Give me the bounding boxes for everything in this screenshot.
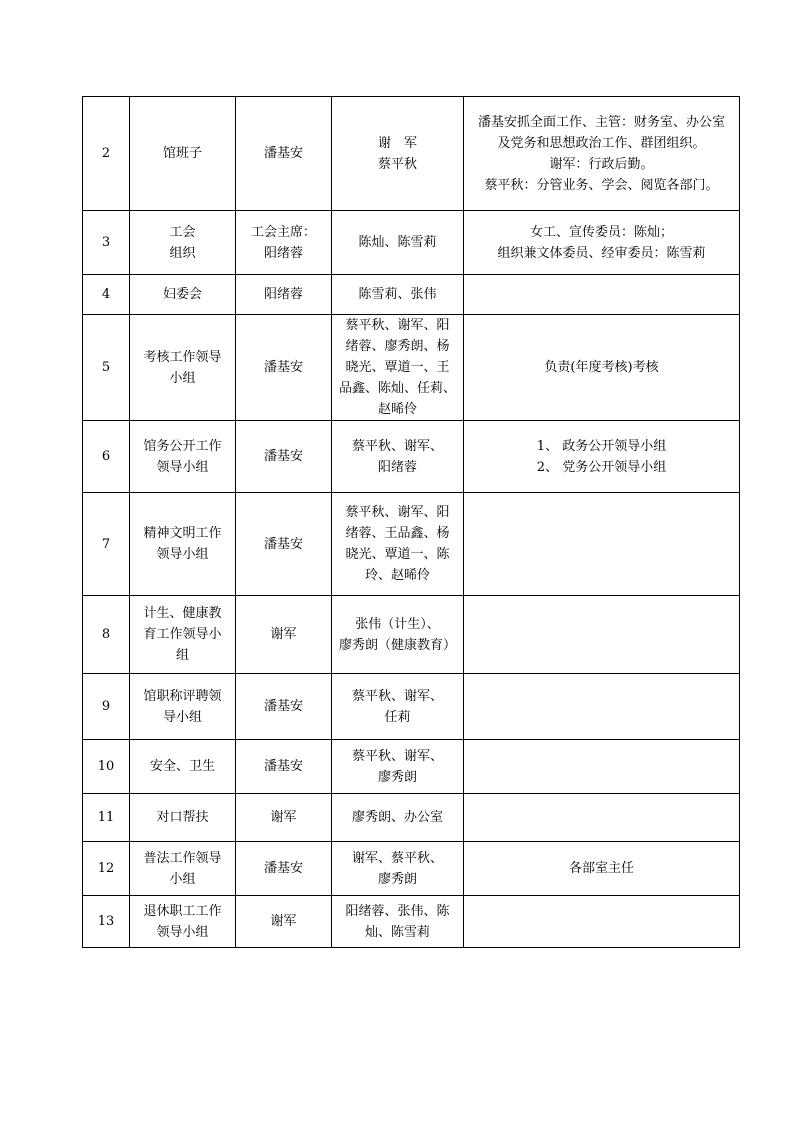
cell-text-line: 陈灿、陈雪莉 <box>358 235 437 250</box>
cell-text-line: 谢军 <box>270 914 297 929</box>
cell-text-line: 对口帮扶 <box>156 810 209 825</box>
leader-cell <box>236 211 332 275</box>
cell-text-line: 廖秀朗（健康教育） <box>338 637 456 653</box>
organization-cell <box>130 794 236 842</box>
table-row <box>83 315 740 421</box>
cell-text-line: 各部室主任 <box>568 861 634 876</box>
cell-text-line: 蔡平秋 <box>377 156 417 172</box>
duty-cell <box>464 740 740 794</box>
cell-text-line: 领导小组 <box>156 924 209 940</box>
row-number-cell: 3 <box>83 211 130 275</box>
cell-text-line: 及党务和思想政治工作、群团组织。 <box>497 135 706 151</box>
cell-text-line: 谢军 <box>270 627 297 642</box>
cell-text-line: 谢 军 <box>377 135 417 151</box>
duty-cell <box>464 211 740 275</box>
cell-text-line: 晓光、覃道一、王 <box>345 360 450 375</box>
cell-text-line: 蔡平秋：分管业务、学会、阅览各部门。 <box>484 177 719 193</box>
cell-text-line: 组织兼文体委员、经审委员：陈雪莉 <box>497 245 706 261</box>
table-row <box>83 596 740 674</box>
row-number-cell: 5 <box>83 315 130 421</box>
organization-cell <box>130 896 236 948</box>
table-row <box>83 674 740 740</box>
leader-cell <box>236 740 332 794</box>
members-cell <box>332 211 464 275</box>
organization-cell <box>130 674 236 740</box>
cell-text-line: 计生、健康教 <box>143 606 222 621</box>
row-number-cell: 12 <box>83 842 130 896</box>
cell-text-line: 潘基安 <box>263 449 303 464</box>
members-cell <box>332 596 464 674</box>
cell-text-line: 绪蓉、廖秀朗、杨 <box>345 339 450 354</box>
row-number-cell: 7 <box>83 493 130 596</box>
duty-cell <box>464 275 740 315</box>
cell-text-line: 玲、赵晞伶 <box>364 568 430 583</box>
cell-text-line: 谢军、蔡平秋、 <box>351 850 443 866</box>
cell-text-line: 组织 <box>169 245 196 261</box>
row-number-cell: 4 <box>83 275 130 315</box>
members-cell <box>332 315 464 421</box>
cell-text-line: 退休职工工作 <box>143 903 222 919</box>
leader-cell <box>236 896 332 948</box>
row-number-cell: 9 <box>83 674 130 740</box>
duty-cell <box>464 596 740 674</box>
cell-text-line: 小组 <box>169 871 196 887</box>
cell-text-line: 潘基安 <box>263 861 303 876</box>
leader-cell <box>236 421 332 493</box>
cell-text-line: 蔡平秋、谢军、 <box>351 438 443 454</box>
cell-text-line: 张伟（计生）、 <box>355 616 440 632</box>
cell-text-line: 阳绪蓉 <box>263 287 303 302</box>
row-number-cell: 11 <box>83 794 130 842</box>
duty-cell <box>464 794 740 842</box>
members-cell <box>332 896 464 948</box>
cell-text-line: 谢军 <box>270 810 297 825</box>
cell-text-line: 普法工作领导 <box>143 850 222 866</box>
cell-text-line: 谢军：行政后勤。 <box>549 156 654 172</box>
members-cell <box>332 421 464 493</box>
cell-text-line: 阳绪蓉 <box>377 459 417 475</box>
cell-text-line: 潘基安抓全面工作、主管：财务室、办公室 <box>477 114 725 130</box>
leader-cell <box>236 97 332 211</box>
cell-text-line: 馆班子 <box>162 146 202 161</box>
cell-text-line: 蔡平秋、谢军、 <box>351 748 443 764</box>
row-number-cell: 6 <box>83 421 130 493</box>
cell-text-line: 蔡平秋、谢军、阳 <box>345 318 450 333</box>
organization-cell <box>130 211 236 275</box>
row-number-cell: 2 <box>83 97 130 211</box>
leader-cell <box>236 596 332 674</box>
cell-text-line: 育工作领导小 <box>143 627 222 642</box>
organization-cell <box>130 740 236 794</box>
cell-text-line: 潘基安 <box>263 759 303 774</box>
cell-text-line: 灿、陈雪莉 <box>364 924 430 940</box>
leader-cell <box>236 842 332 896</box>
organization-cell <box>130 421 236 493</box>
table-row <box>83 740 740 794</box>
cell-text-line: 妇委会 <box>162 287 202 302</box>
table-row <box>83 493 740 596</box>
cell-text-line: 潘基安 <box>263 146 303 161</box>
row-number-cell: 8 <box>83 596 130 674</box>
cell-text-line: 蔡平秋、谢军、阳 <box>345 505 450 520</box>
cell-text-line: 精神文明工作 <box>143 526 222 541</box>
cell-text-line: 安全、卫生 <box>149 759 215 774</box>
members-cell <box>332 275 464 315</box>
cell-text-line: 领导小组 <box>156 547 209 562</box>
table-body <box>83 97 740 948</box>
cell-text-line: 导小组 <box>162 709 202 725</box>
cell-text-line: 考核工作领导 <box>143 349 222 365</box>
cell-text-line: 潘基安 <box>263 360 303 375</box>
leader-cell <box>236 275 332 315</box>
cell-text-line: 组 <box>175 648 189 663</box>
duty-cell <box>464 842 740 896</box>
organization-cell <box>130 275 236 315</box>
cell-text-line: 阳绪蓉 <box>263 245 303 261</box>
members-cell <box>332 674 464 740</box>
table-row <box>83 275 740 315</box>
cell-text-line: 馆务公开工作 <box>143 438 222 454</box>
leader-cell <box>236 315 332 421</box>
table-row <box>83 421 740 493</box>
cell-text-line: 陈雪莉、张伟 <box>358 287 437 302</box>
organization-cell <box>130 315 236 421</box>
members-cell <box>332 794 464 842</box>
cell-text-line: 蔡平秋、谢军、 <box>351 688 443 704</box>
organization-cell <box>130 842 236 896</box>
row-number-cell: 10 <box>83 740 130 794</box>
cell-text-line: 廖秀朗 <box>377 769 417 785</box>
duty-cell <box>464 421 740 493</box>
cell-text-line: 馆职称评聘领 <box>143 688 222 704</box>
duty-cell <box>464 315 740 421</box>
cell-text-line: 小组 <box>169 370 196 386</box>
members-cell <box>332 493 464 596</box>
duty-cell <box>464 896 740 948</box>
cell-text-line: 品鑫、陈灿、任莉、 <box>338 381 456 396</box>
cell-text-line: 阳绪蓉、张伟、陈 <box>345 903 450 919</box>
row-number-cell: 13 <box>83 896 130 948</box>
cell-text-line: 工会主席： <box>250 224 316 240</box>
members-cell <box>332 97 464 211</box>
cell-text-line: 廖秀朗、办公室 <box>351 810 443 825</box>
cell-text-line: 赵晞伶 <box>377 402 417 417</box>
cell-text-line: 廖秀朗 <box>377 871 417 887</box>
table-row <box>83 842 740 896</box>
cell-text-line: 绪蓉、王品鑫、杨 <box>345 526 450 541</box>
organization-cell <box>130 493 236 596</box>
organization-cell <box>130 596 236 674</box>
cell-text-line: 负责(年度考核)考核 <box>544 360 659 375</box>
cell-text-line: 1、 政务公开领导小组 <box>536 438 667 454</box>
table-row <box>83 896 740 948</box>
cell-text-line: 晓光、覃道一、陈 <box>345 547 450 562</box>
cell-text-line: 工会 <box>169 224 196 240</box>
duty-cell <box>464 493 740 596</box>
members-cell <box>332 740 464 794</box>
organization-table <box>82 96 740 948</box>
table-row <box>83 97 740 211</box>
cell-text-line: 潘基安 <box>263 536 303 552</box>
members-cell <box>332 842 464 896</box>
cell-text-line: 任莉 <box>384 709 411 725</box>
cell-text-line: 2、 党务公开领导小组 <box>536 459 667 475</box>
leader-cell <box>236 674 332 740</box>
organization-cell <box>130 97 236 211</box>
cell-text-line: 潘基安 <box>263 699 303 714</box>
cell-text-line: 女工、宣传委员：陈灿； <box>529 224 673 240</box>
cell-text-line: 领导小组 <box>156 459 209 475</box>
table-row <box>83 211 740 275</box>
duty-cell <box>464 97 740 211</box>
table-row <box>83 794 740 842</box>
duty-cell <box>464 674 740 740</box>
leader-cell <box>236 493 332 596</box>
leader-cell <box>236 794 332 842</box>
